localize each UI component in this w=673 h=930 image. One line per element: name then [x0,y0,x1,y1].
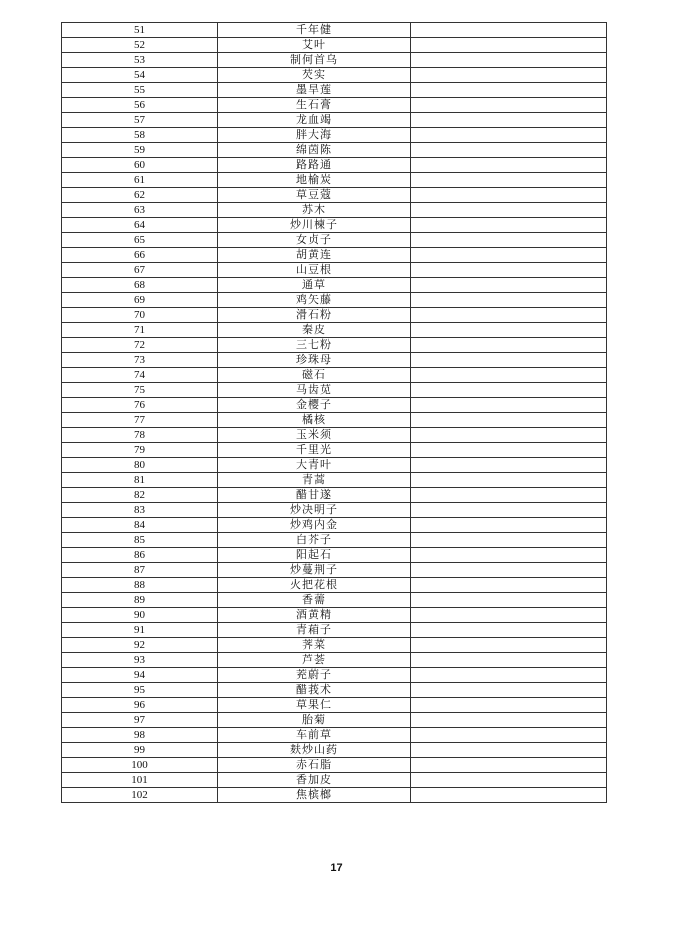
table-row [62,308,607,323]
row-number-cell: 63 [62,203,218,218]
remark-cell [411,98,607,113]
remark-cell [411,218,607,233]
table-row [62,143,607,158]
herb-name-cell: 车前草 [218,728,411,743]
remark-cell [411,458,607,473]
table-row [62,263,607,278]
herb-name-cell: 醋甘遂 [218,488,411,503]
remark-cell [411,518,607,533]
remark-cell [411,788,607,803]
table-row [62,233,607,248]
remark-cell [411,293,607,308]
herb-name-cell: 墨旱莲 [218,83,411,98]
remark-cell [411,338,607,353]
table-row [62,413,607,428]
table-row [62,293,607,308]
table-row [62,353,607,368]
row-number-cell: 94 [62,668,218,683]
herb-name-cell: 芦荟 [218,653,411,668]
row-number-cell: 60 [62,158,218,173]
row-number-cell: 98 [62,728,218,743]
table-row [62,23,607,38]
remark-cell [411,143,607,158]
remark-cell [411,563,607,578]
table-row [62,38,607,53]
remark-cell [411,503,607,518]
remark-cell [411,203,607,218]
remark-cell [411,608,607,623]
row-number-cell: 84 [62,518,218,533]
table-row [62,398,607,413]
row-number-cell: 72 [62,338,218,353]
herb-name-cell: 鸡矢藤 [218,293,411,308]
remark-cell [411,653,607,668]
row-number-cell: 73 [62,353,218,368]
table-row [62,623,607,638]
row-number-cell: 83 [62,503,218,518]
herb-name-cell: 草豆蔻 [218,188,411,203]
row-number-cell: 95 [62,683,218,698]
remark-cell [411,593,607,608]
row-number-cell: 87 [62,563,218,578]
herb-name-cell: 珍珠母 [218,353,411,368]
table-row [62,68,607,83]
remark-cell [411,668,607,683]
page-number: 17 [330,862,343,874]
table-row [62,443,607,458]
row-number-cell: 101 [62,773,218,788]
herb-name-cell: 赤石脂 [218,758,411,773]
remark-cell [411,623,607,638]
remark-cell [411,188,607,203]
table-row [62,668,607,683]
row-number-cell: 70 [62,308,218,323]
table-row [62,98,607,113]
row-number-cell: 93 [62,653,218,668]
herb-name-cell: 火把花根 [218,578,411,593]
remark-cell [411,533,607,548]
row-number-cell: 97 [62,713,218,728]
herb-name-cell: 生石膏 [218,98,411,113]
herb-name-cell: 玉米须 [218,428,411,443]
table-row [62,383,607,398]
table-row [62,758,607,773]
herb-name-cell: 香加皮 [218,773,411,788]
table-row [62,83,607,98]
remark-cell [411,398,607,413]
table-row [62,173,607,188]
herb-name-cell: 金樱子 [218,398,411,413]
remark-cell [411,38,607,53]
herb-name-cell: 青蒿 [218,473,411,488]
remark-cell [411,758,607,773]
remark-cell [411,728,607,743]
herb-name-cell: 女贞子 [218,233,411,248]
row-number-cell: 90 [62,608,218,623]
remark-cell [411,368,607,383]
remark-cell [411,173,607,188]
herb-name-cell: 阳起石 [218,548,411,563]
herb-name-cell: 滑石粉 [218,308,411,323]
remark-cell [411,383,607,398]
remark-cell [411,683,607,698]
remark-cell [411,113,607,128]
row-number-cell: 71 [62,323,218,338]
table-row [62,788,607,803]
row-number-cell: 57 [62,113,218,128]
table-row [62,653,607,668]
remark-cell [411,128,607,143]
row-number-cell: 54 [62,68,218,83]
remark-cell [411,713,607,728]
herb-name-cell: 山豆根 [218,263,411,278]
row-number-cell: 89 [62,593,218,608]
herb-name-cell: 橘核 [218,413,411,428]
remark-cell [411,308,607,323]
remark-cell [411,578,607,593]
table-row [62,608,607,623]
herb-name-cell: 炒鸡内金 [218,518,411,533]
remark-cell [411,413,607,428]
table-row [62,533,607,548]
row-number-cell: 78 [62,428,218,443]
row-number-cell: 88 [62,578,218,593]
remark-cell [411,743,607,758]
row-number-cell: 79 [62,443,218,458]
table-row [62,593,607,608]
herb-name-cell: 秦皮 [218,323,411,338]
herb-name-cell: 焦槟榔 [218,788,411,803]
row-number-cell: 64 [62,218,218,233]
table-row [62,503,607,518]
herb-name-cell: 胖大海 [218,128,411,143]
remark-cell [411,638,607,653]
table-row [62,773,607,788]
herb-name-cell: 龙血竭 [218,113,411,128]
remark-cell [411,233,607,248]
table-row [62,323,607,338]
table-row [62,338,607,353]
table-row [62,248,607,263]
table-row [62,638,607,653]
row-number-cell: 69 [62,293,218,308]
row-number-cell: 66 [62,248,218,263]
herb-name-cell: 芡实 [218,68,411,83]
herb-name-cell: 炒蔓荆子 [218,563,411,578]
table-row [62,428,607,443]
herb-name-cell: 千里光 [218,443,411,458]
remark-cell [411,488,607,503]
table-row [62,218,607,233]
herb-name-cell: 麸炒山药 [218,743,411,758]
row-number-cell: 82 [62,488,218,503]
herb-name-cell: 炒决明子 [218,503,411,518]
remark-cell [411,23,607,38]
remark-cell [411,353,607,368]
table-row [62,53,607,68]
remark-cell [411,83,607,98]
herb-name-cell: 胡黄连 [218,248,411,263]
table-row [62,563,607,578]
remark-cell [411,443,607,458]
table-row [62,458,607,473]
herb-name-cell: 制何首乌 [218,53,411,68]
herb-name-cell: 三七粉 [218,338,411,353]
row-number-cell: 75 [62,383,218,398]
row-number-cell: 58 [62,128,218,143]
herb-name-cell: 草果仁 [218,698,411,713]
remark-cell [411,473,607,488]
row-number-cell: 56 [62,98,218,113]
row-number-cell: 81 [62,473,218,488]
herb-name-cell: 绵茵陈 [218,143,411,158]
table-row [62,278,607,293]
herb-name-cell: 茺蔚子 [218,668,411,683]
table-row [62,488,607,503]
herb-name-cell: 荠菜 [218,638,411,653]
row-number-cell: 74 [62,368,218,383]
table-row [62,203,607,218]
row-number-cell: 85 [62,533,218,548]
table-row [62,188,607,203]
remark-cell [411,158,607,173]
herb-name-cell: 香薷 [218,593,411,608]
remark-cell [411,323,607,338]
row-number-cell: 86 [62,548,218,563]
row-number-cell: 61 [62,173,218,188]
row-number-cell: 99 [62,743,218,758]
remark-cell [411,248,607,263]
row-number-cell: 62 [62,188,218,203]
remark-cell [411,698,607,713]
remark-cell [411,263,607,278]
herb-name-cell: 大青叶 [218,458,411,473]
table-row [62,113,607,128]
herb-list-body [62,23,607,803]
herb-name-cell: 通草 [218,278,411,293]
remark-cell [411,548,607,563]
row-number-cell: 52 [62,38,218,53]
herb-name-cell: 酒黄精 [218,608,411,623]
herb-name-cell: 白芥子 [218,533,411,548]
table-row [62,473,607,488]
herb-name-cell: 路路通 [218,158,411,173]
herb-name-cell: 青葙子 [218,623,411,638]
table-row [62,128,607,143]
herb-name-cell: 马齿苋 [218,383,411,398]
herb-list-table [61,22,607,803]
herb-name-cell: 千年健 [218,23,411,38]
table-row [62,158,607,173]
herb-name-cell: 胎菊 [218,713,411,728]
row-number-cell: 53 [62,53,218,68]
remark-cell [411,53,607,68]
herb-name-cell: 地榆炭 [218,173,411,188]
row-number-cell: 59 [62,143,218,158]
remark-cell [411,68,607,83]
herb-name-cell: 醋莪术 [218,683,411,698]
remark-cell [411,428,607,443]
table-row [62,518,607,533]
row-number-cell: 55 [62,83,218,98]
herb-name-cell: 磁石 [218,368,411,383]
row-number-cell: 76 [62,398,218,413]
herb-name-cell: 炒川楝子 [218,218,411,233]
row-number-cell: 65 [62,233,218,248]
row-number-cell: 51 [62,23,218,38]
table-row [62,728,607,743]
table-row [62,713,607,728]
table-row [62,698,607,713]
table-row [62,548,607,563]
herb-name-cell: 苏木 [218,203,411,218]
row-number-cell: 91 [62,623,218,638]
row-number-cell: 100 [62,758,218,773]
table-row [62,578,607,593]
row-number-cell: 102 [62,788,218,803]
row-number-cell: 77 [62,413,218,428]
row-number-cell: 67 [62,263,218,278]
row-number-cell: 92 [62,638,218,653]
table-row [62,368,607,383]
remark-cell [411,278,607,293]
table-row [62,743,607,758]
row-number-cell: 80 [62,458,218,473]
herb-name-cell: 艾叶 [218,38,411,53]
row-number-cell: 96 [62,698,218,713]
table-row [62,683,607,698]
row-number-cell: 68 [62,278,218,293]
remark-cell [411,773,607,788]
